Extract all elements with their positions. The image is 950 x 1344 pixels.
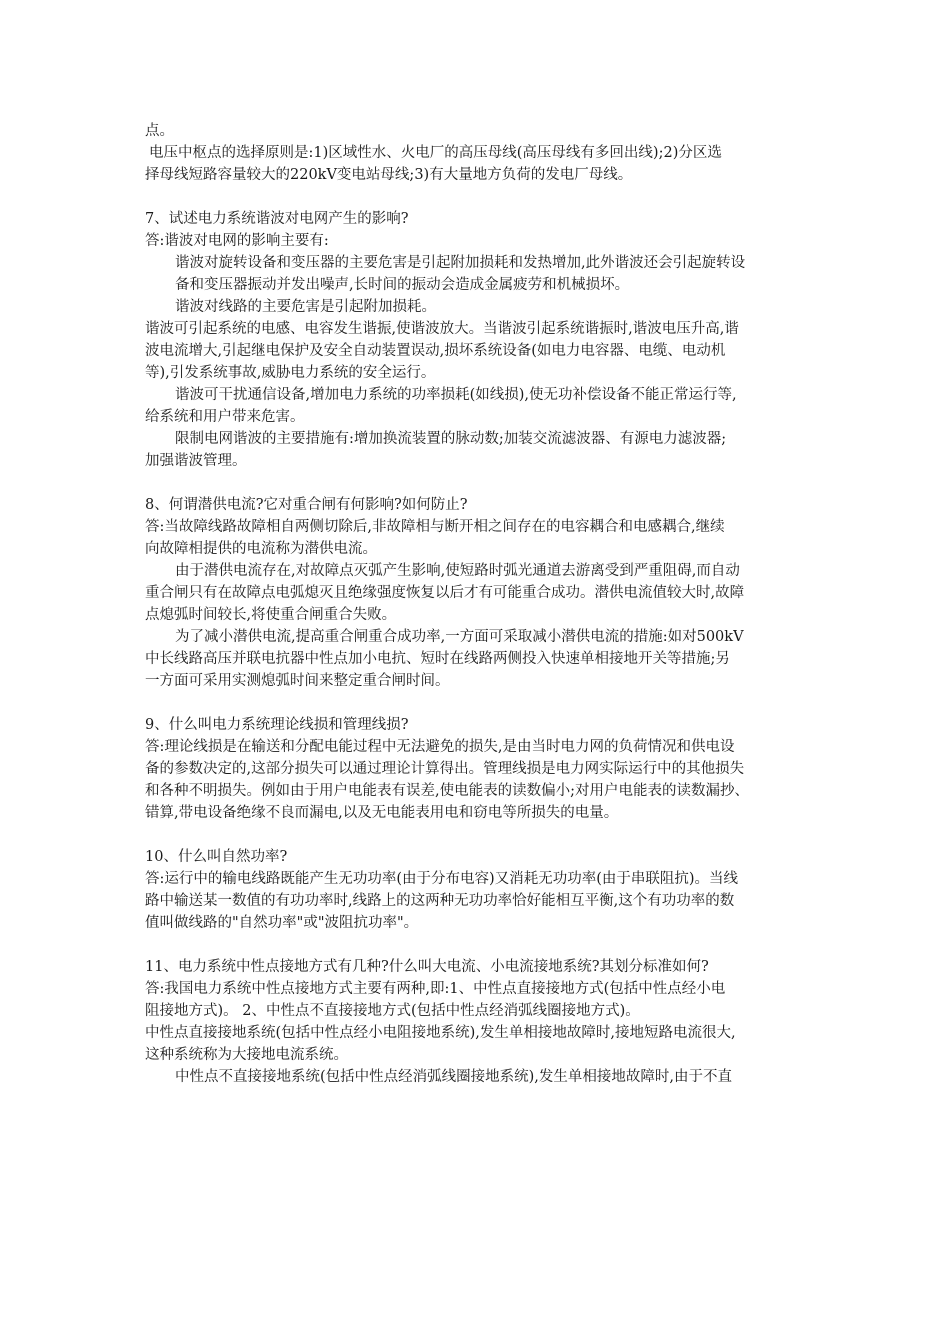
- text-line: 一方面可采用实测熄弧时间来整定重合闸时间。: [145, 673, 450, 689]
- question-heading: 8、何谓潜供电流?它对重合闸有何影响?如何防止?: [145, 497, 468, 513]
- text-line: 和各种不明损失。例如由于用户电能表有误差,使电能表的读数偏小;对用户电能表的读数漏抄、: [145, 783, 749, 799]
- text-line: 向故障相提供的电流称为潜供电流。: [145, 541, 377, 557]
- text-line: 加强谐波管理。: [145, 453, 247, 469]
- text-line: 谐波可引起系统的电感、电容发生谐振,使谐波放大。当谐波引起系统谐振时,谐波电压升高,谐: [145, 321, 739, 337]
- question-heading: 9、什么叫电力系统理论线损和管理线损?: [145, 717, 409, 733]
- question-heading: 10、什么叫自然功率?: [145, 849, 288, 865]
- text-line: 答:运行中的输电线路既能产生无功功率(由于分布电容)又消耗无功功率(由于串联阻抗)。当线: [145, 871, 739, 887]
- text-line: 路中输送某一数值的有功功率时,线路上的这两种无功功率恰好能相互平衡,这个有功功率的数: [145, 893, 735, 909]
- text-line: 电压中枢点的选择原则是:1)区域性水、火电厂的高压母线(高压母线有多回出线);2)分区选: [149, 145, 722, 161]
- text-line: 这种系统称为大接地电流系统。: [145, 1047, 348, 1063]
- text-line: 等),引发系统事故,威胁电力系统的安全运行。: [145, 365, 436, 381]
- text-line: 答:理论线损是在输送和分配电能过程中无法避免的损失,是由当时电力网的负荷情况和供电设: [145, 739, 735, 755]
- text-line: 限制电网谐波的主要措施有:增加换流装置的脉动数;加装交流滤波器、有源电力滤波器;: [175, 431, 727, 447]
- blank-line: [145, 472, 817, 494]
- text-line: 阻接地方式)。 2、中性点不直接接地方式(包括中性点经消弧线圈接地方式)。: [145, 1003, 640, 1019]
- text-line: 中长线路高压并联电抗器中性点加小电抗、短时在线路两侧投入快速单相接地开关等措施;另: [145, 651, 730, 667]
- text-line: 给系统和用户带来危害。: [145, 409, 305, 425]
- text-line: 择母线短路容量较大的220kV变电站母线;3)有大量地方负荷的发电厂母线。: [145, 167, 633, 183]
- text-line: 重合闸只有在故障点电弧熄灭且绝缘强度恢复以后才有可能重合成功。潜供电流值较大时,故障: [145, 585, 745, 601]
- text-line: 点熄弧时间较长,将使重合闸重合失败。: [145, 607, 397, 623]
- text-line: 中性点直接接地系统(包括中性点经小电阻接地系统),发生单相接地故障时,接地短路电流很大,: [145, 1025, 736, 1041]
- text-line: 谐波对线路的主要危害是引起附加损耗。: [175, 299, 436, 315]
- blank-line: [145, 934, 817, 956]
- text-line: 由于潜供电流存在,对故障点灭弧产生影响,使短路时弧光通道去游离受到严重阻碍,而自动: [175, 563, 740, 579]
- text-line: 谐波可干扰通信设备,增加电力系统的功率损耗(如线损),使无功补偿设备不能正常运行等,: [175, 387, 737, 403]
- text-line: 值叫做线路的"自然功率"或"波阻抗功率"。: [145, 915, 419, 931]
- text-line: 答:我国电力系统中性点接地方式主要有两种,即:1、中性点直接接地方式(包括中性点经小电: [145, 981, 726, 997]
- question-heading: 11、电力系统中性点接地方式有几种?什么叫大电流、小电流接地系统?其划分标准如何?: [145, 959, 709, 975]
- blank-line: [145, 824, 817, 846]
- text-line: 备的参数决定的,这部分损失可以通过理论计算得出。管理线损是电力网实际运行中的其他损失: [145, 761, 745, 777]
- text-line: 点。: [145, 123, 174, 139]
- text-line: 谐波对旋转设备和变压器的主要危害是引起附加损耗和发热增加,此外谐波还会引起旋转设: [175, 255, 746, 271]
- text-line: 中性点不直接接地系统(包括中性点经消弧线圈接地系统),发生单相接地故障时,由于不直: [175, 1069, 733, 1085]
- text-line: 波电流增大,引起继电保护及安全自动装置误动,损坏系统设备(如电力电容器、电缆、电动机: [145, 343, 726, 359]
- text-line: 备和变压器振动并发出噪声,长时间的振动会造成金属疲劳和机械损坏。: [175, 277, 630, 293]
- blank-line: [145, 186, 817, 208]
- text-line: 答:当故障线路故障相自两侧切除后,非故障相与断开相之间存在的电容耦合和电感耦合,继续: [145, 519, 725, 535]
- blank-line: [145, 692, 817, 714]
- text-line: 错算,带电设备绝缘不良而漏电,以及无电能表用电和窃电等所损失的电量。: [145, 805, 619, 821]
- question-heading: 7、试述电力系统谐波对电网产生的影响?: [145, 211, 409, 227]
- text-line: 答:谐波对电网的影响主要有:: [145, 233, 329, 249]
- text-line: 为了减小潜供电流,提高重合闸重合成功率,一方面可采取减小潜供电流的措施:如对500kV: [175, 629, 744, 645]
- document-body: [145, 120, 817, 1088]
